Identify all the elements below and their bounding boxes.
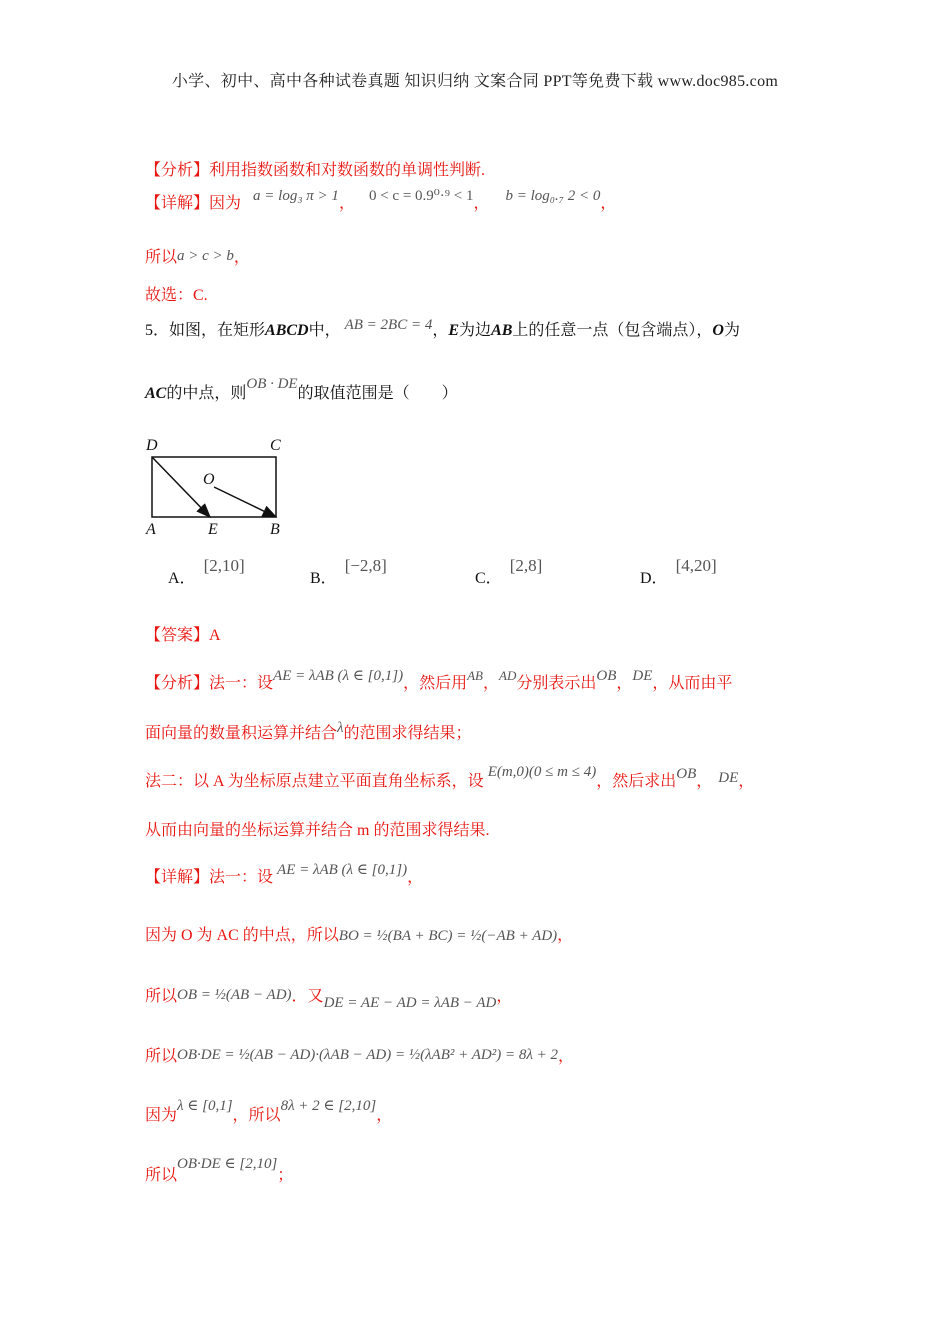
option-c[interactable] [475,556,543,588]
q-rect: ABCD [265,322,309,339]
expr-a: a = log₃ π > 1 [253,188,339,204]
analysis-tag: 【分析】 [145,162,210,179]
analysis-tag: 【分析】 [145,675,210,692]
option-value: [4,20] [675,556,717,575]
text: ， [557,927,574,944]
so-lead: 所以 [145,249,178,266]
expr: AD [499,668,517,683]
expr: DE [718,770,739,786]
text: ， [496,988,513,1005]
q-line2-expr: OB · DE [246,376,298,392]
text: 的范围求得结果； [343,725,472,742]
q-line2-text: 的中点，则 [166,385,247,402]
q-ac: AC [145,385,167,402]
text: ， [696,773,713,790]
text: ，从而由平 [652,675,733,692]
text: 所以 [145,988,178,1005]
so-tail: ， [233,249,250,266]
sep: ， [473,195,490,212]
q-num: 5．如图，在矩形 [145,322,266,339]
analysis-line-2 [145,720,472,743]
option-value: [2,8] [509,556,543,575]
expr-c: 0 < c = 0.9⁰·⁹ < 1 [368,188,474,204]
text: ， [616,675,633,692]
vector-de [152,457,210,517]
q-e: E [448,322,460,339]
detail-line-4 [145,1043,574,1066]
sep: ， [600,195,617,212]
text: 法一：设 [209,869,274,886]
option-letter: A． [168,570,196,587]
detail-tag: 【详解】 [145,195,210,212]
expr: OB·DE ∈ [2,10] [177,1156,278,1172]
option-value: [−2,8] [344,556,387,575]
prev-so-line [145,244,250,267]
analysis-line-1 [145,670,732,693]
analysis-line-3 [145,764,755,791]
expr: AE = λAB (λ ∈ [0,1]) [273,668,404,684]
expr: OB·DE = ½(AB − AD)·(λAB − AD) = ½(λAB² + AD²) = 8λ + 2 [177,1047,558,1063]
text: ， [376,1107,393,1124]
analysis-line-4: 从而由向量的坐标运算并结合 m 的范围求得结果. [145,822,490,839]
answer-tag: 【答案】 [145,627,210,644]
q-mid: 中， [308,322,341,339]
text: ，然后求出 [596,773,677,790]
text: 所以 [145,1167,178,1184]
expr: E(m,0)(0 ≤ m ≤ 4) [487,764,597,780]
sep: ， [338,195,355,212]
label-e: E [208,521,218,538]
q-o-text: 为 [723,322,740,339]
expr: OB [596,668,617,684]
text: 所以 [145,1048,178,1065]
option-a[interactable] [168,556,245,588]
label-a: A [146,521,156,538]
answer-line [145,622,221,645]
text: 分别表示出 [516,675,597,692]
text: 因为 [145,1107,178,1124]
expr: DE = AE − AD = λAB − AD [323,995,497,1011]
detail-line-3 [145,983,513,1011]
text: ， [482,675,499,692]
prev-analysis [145,157,485,180]
text: 面向量的数量积运算并结合 [145,725,338,742]
text: ， [407,869,424,886]
expr: 8λ + 2 ∈ [2,10] [280,1098,377,1114]
q-ab: AB [491,322,513,339]
expr: BO = ½(BA + BC) = ½(−AB + AD) [338,928,558,944]
expr: OB [676,766,697,782]
detail-lead: 因为 [209,195,242,212]
q-cond-tail: ， [432,322,449,339]
detail-line-5 [145,1098,393,1125]
detail-line-2 [145,922,573,945]
vector-ob [214,487,276,517]
option-value: [2,10] [203,556,245,575]
prev-detail-line [145,190,616,213]
text: 法二：以 A 为坐标原点建立平面直角坐标系，设 [145,773,484,790]
expr-b: b = log₀.₇ 2 < 0 [505,188,601,204]
expr: λ [337,720,344,736]
question-line-2 [145,376,458,403]
q-cond: AB = 2BC = 4 [344,317,433,333]
so-expr: a > c > b [177,248,234,264]
text: 因为 O 为 AC 的中点，所以 [145,927,339,944]
text: ， [557,1048,574,1065]
answer-value: A [209,627,221,644]
label-b: B [270,521,280,538]
expr: AB [467,668,483,683]
label-o: O [203,471,215,488]
text: ， [738,773,755,790]
option-d[interactable] [640,556,717,588]
detail-line-1 [145,864,423,887]
text: ，然后用 [403,675,468,692]
page-header: 小学、初中、高中各种试卷真题 知识归纳 文案合同 PPT等免费下载 www.doc985.com [171,73,779,90]
option-letter: C． [475,570,502,587]
analysis-text: 利用指数函数和对数函数的单调性判断. [209,162,486,179]
detail-tag: 【详解】 [145,869,210,886]
option-letter: D． [640,570,668,587]
label-d: D [146,437,158,454]
rectangle-figure [140,430,300,545]
label-c: C [270,437,281,454]
text: ．又 [291,988,324,1005]
text: ； [277,1167,294,1184]
text: ，所以 [232,1107,281,1124]
prev-choice: 故选：C. [145,287,208,304]
question-line-1 [145,317,740,340]
q-e-text2: 上的任意一点（包含端点）， [512,322,713,339]
expr: AE = λAB (λ ∈ [0,1]) [277,862,408,878]
option-b[interactable] [310,556,387,588]
expr: OB = ½(AB − AD) [177,987,292,1003]
text: 法一：设 [209,675,274,692]
option-letter: B． [310,570,337,587]
expr: λ ∈ [0,1] [177,1098,233,1114]
q-line2-tail: 的取值范围是（ ） [297,385,458,402]
q-o: O [712,322,724,339]
detail-line-6 [145,1156,294,1185]
expr: DE [632,668,653,684]
q-e-text: 为边 [459,322,492,339]
